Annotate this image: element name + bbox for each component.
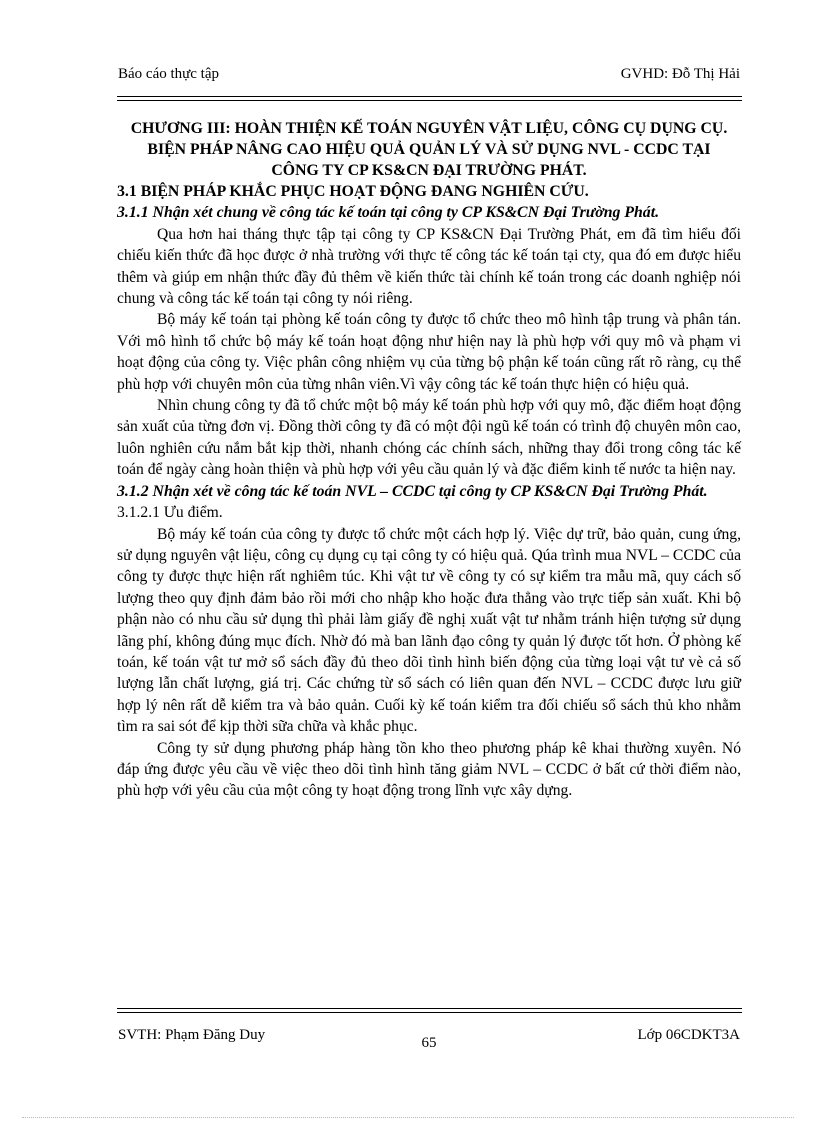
- paragraph: Qua hơn hai tháng thực tập tại công ty CP KS&CN Đại Trường Phát, em đã tìm hiểu đối chiếu kiến thức đã học được ở nhà trường với thực tế công tác kế toán tại cty, qua đó em được hiểu thêm và giúp em nhận thức đầy đủ thêm về kiến thức tài chính kế toán trong các doanh nghiệp nói chung và công tác kế toán tại công ty nói riêng.: [117, 225, 741, 308]
- page-header: [118, 66, 740, 83]
- page-body: [117, 118, 741, 802]
- header-report-title: Báo cáo thực tập: [118, 66, 220, 82]
- footer-divider: [117, 1008, 742, 1013]
- page-edge-dotted-line: [22, 1117, 794, 1118]
- paragraph: Công ty sử dụng phương pháp hàng tồn kho theo phương pháp kê khai thường xuyên. Nó đáp ứng được yêu cầu về việc theo dõi tình hình tăng giảm NVL – CCDC ở bất cứ thời điểm nào, phù hợp với yêu cầu của một công ty hoạt động trong lĩnh vực xây dựng.: [117, 739, 741, 800]
- section-heading-3-1-2: 3.1.2 Nhận xét về công tác kế toán NVL – CCDC tại công ty CP KS&CN Đại Trường Phát.: [117, 482, 708, 500]
- paragraph: Bộ máy kế toán tại phòng kế toán công ty được tổ chức theo mô hình tập trung và phân tán. Với mô hình tổ chức bộ máy kế toán hoạt động như hiện nay là phù hợp với quy mô và phạm vi hoạt động của công ty. Việc phân công nhiệm vụ của từng bộ phận kế toán cũng rất rõ ràng, cụ thể phù hợp với chuyên môn của từng nhân viên.Vì vậy công tác kế toán thực hiện có hiệu quả.: [117, 311, 741, 393]
- header-divider: [117, 96, 742, 101]
- footer-student: SVTH: Phạm Đăng Duy: [118, 1027, 266, 1043]
- section-heading-3-1-1: 3.1.1 Nhận xét chung về công tác kế toán tại công ty CP KS&CN Đại Trường Phát.: [117, 204, 660, 222]
- section-heading-3-1: 3.1 BIỆN PHÁP KHẮC PHỤC HOẠT ĐỘNG ĐANG NGHIÊN CỨU.: [117, 183, 589, 200]
- chapter-title: CHƯƠNG III: HOÀN THIỆN KẾ TOÁN NGUYÊN VẬT LIỆU, CÔNG CỤ DỤNG CỤ. BIỆN PHÁP NÂNG CAO HIỆU QUẢ QUẢN LÝ VÀ SỬ DỤNG NVL - CCDC TẠI CÔNG TY CP KS&CN ĐẠI TRƯỜNG PHÁT.: [130, 120, 728, 179]
- paragraph: Bộ máy kế toán của công ty được tổ chức một cách hợp lý. Việc dự trữ, bảo quản, cung ứng, sử dụng nguyên vật liệu, công cụ dụng cụ tại công ty có hiệu quả. Qúa trình mua NVL – CCDC của công ty được thực hiện rất nghiêm túc. Khi vật tư về công ty có sự kiểm tra mẫu mã, quy cách số lượng theo quy định đảm bảo rồi mới cho nhập kho hoặc đưa thẳng vào trực tiếp sản xuất. Khi bộ phận nào có nhu cầu sử dụng thì phải làm giấy đề nghị xuất vật tư nhằm tránh hiện tượng sử dụng lãng phí, không đúng mục đích. Nhờ đó mà ban lãnh đạo công ty quản lý được tốt hơn. Ở phòng kế toán, kế toán vật tư mở sổ sách đầy đủ theo dõi tình hình biến động của từng loại vật tư vè cả số lượng lẫn chất lượng, giá trị. Các chứng từ sổ sách có liên quan đến NVL – CCDC được lưu giữ hợp lý nên rất dễ kiểm tra và bảo quản. Cuối kỳ kế toán kiểm tra đối chiếu sổ sách thủ kho nhằm tìm ra sai sót để kịp thời sữa chữa và khắc phục.: [117, 525, 741, 736]
- section-heading-3-1-2-1: 3.1.2.1 Ưu điểm.: [117, 504, 223, 522]
- page-number: 65: [421, 1035, 437, 1051]
- header-supervisor: GVHD: Đỗ Thị Hải: [620, 66, 740, 82]
- paragraph: Nhìn chung công ty đã tổ chức một bộ máy kế toán phù hợp với quy mô, đặc điểm hoạt động sản xuất của từng đơn vị. Đồng thời công ty đã có một đội ngũ kế toán có trình độ chuyên môn cao, luôn nghiên cứu nắm bắt kịp thời, nhanh chóng các chính sách, những thay đổi trong công tác kế toán để ngày càng hoàn thiện và phù hợp với yêu cầu quản lý và đặc điểm kinh tế nước ta hiện nay.: [117, 397, 741, 479]
- footer-class: Lớp 06CDKT3A: [637, 1027, 740, 1043]
